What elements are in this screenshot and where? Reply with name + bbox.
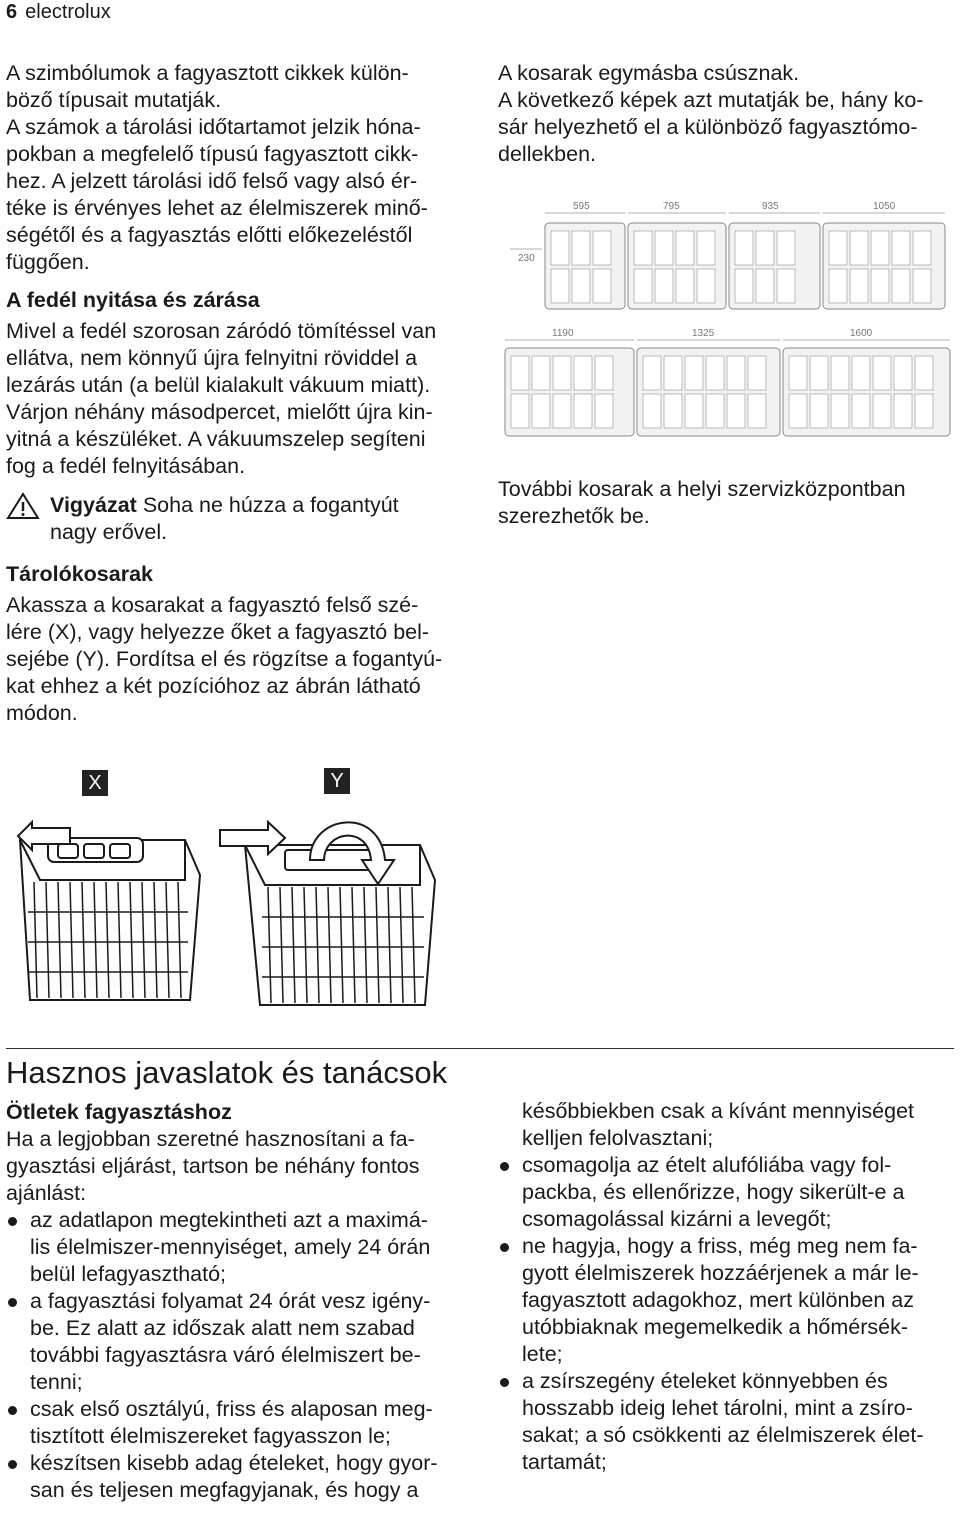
width-label: 935 [762,201,779,212]
width-label: 1325 [692,328,715,339]
basket-cell [829,269,847,303]
basket-cell [551,231,569,265]
basket-cell [697,231,715,265]
text-line: utóbbiaknak megemelkedik a hőmérsék- [522,1315,909,1339]
text-line: Várjon néhány másodpercet, mielőtt újra kin- [6,400,433,424]
basket-cell [735,231,753,265]
basket-wire [268,887,271,1003]
right-column [498,60,953,168]
text-line: csomagolja az ételt alufóliába vagy fol- [522,1153,892,1177]
text-line: tartamát; [522,1450,607,1474]
basket-cell [664,394,682,428]
list-item [6,1207,476,1288]
basket-cell [777,269,795,303]
basket-wire [364,887,367,1003]
text-line: san és teljesen megfagyjanak, és hogy a [30,1478,419,1502]
basket-cell [634,231,652,265]
basket-wire [118,882,121,998]
lid-heading: A fedél nyitása és zárása [6,288,260,312]
width-label: 1600 [850,328,873,339]
basket-cell [777,231,795,265]
text-line: gyasztási eljárást, tartson be néhány fontos [6,1154,420,1178]
intro-paragraph [6,60,476,276]
text-line: további fagyasztásra váró élelmiszert be- [30,1343,421,1367]
basket-cell [532,356,550,390]
basket-wire [400,887,403,1003]
basket-wire [130,882,133,998]
basket-cell [852,356,870,390]
basket-cell [873,394,891,428]
basket-cell [595,356,613,390]
text-line: fagyasztott adagokhoz, mert különben az [522,1288,915,1312]
text-line: packba, és ellenőrizze, hogy sikerült-e a [522,1180,905,1204]
basket-wire [304,887,307,1003]
basket-cell [735,269,753,303]
basket-cell [727,394,745,428]
text-line: A számok a tárolási időtartamot jelzik hóna- [6,115,421,139]
arrow-right-icon [220,822,285,854]
basket-cell [789,356,807,390]
basket-cell [574,394,592,428]
basket-cell [655,269,673,303]
list-item [498,1233,958,1368]
basket-cell [532,394,550,428]
text-line: függően. [6,250,90,274]
page-number: 6 [6,1,18,23]
basket-cell [810,356,828,390]
warning-line: nagy erővel. [50,520,168,544]
height-label: 230 [518,253,535,264]
basket-cell [892,269,910,303]
text-line: hez. A jelzett tárolási idő felső vagy alsó ér- [6,169,418,193]
basket-cell [706,394,724,428]
list-item [498,1152,958,1233]
basket-wire [142,882,145,998]
basket-cell [894,356,912,390]
basket-cell [873,356,891,390]
basket-cell [553,356,571,390]
basket-cell [831,356,849,390]
basket-cell [553,394,571,428]
basket-cell [789,394,807,428]
basket-cell [655,231,673,265]
tips-intro [6,1126,476,1207]
text-line: pokban a megfelelő típusú fagyasztott cikk- [6,142,419,166]
basket-wire [34,882,37,998]
brand-name: electrolux [25,1,111,23]
list-item [6,1396,476,1450]
text-line: lére (X), vagy helyezze őket a fagyasztó bel- [6,620,430,644]
basket-cell [871,269,889,303]
basket-wire [46,882,49,998]
text-line: További kosarak a helyi szervizközpontban [498,477,906,501]
basket-wire [292,887,295,1003]
basket-cell [551,269,569,303]
basket-cell [706,356,724,390]
basket-cell [676,269,694,303]
basket-cell [643,356,661,390]
basket-cell [892,231,910,265]
basket-cell [685,394,703,428]
text-line: Ha a legjobban szeretné hasznosítani a fa- [6,1127,415,1151]
basket-wire [376,887,379,1003]
basket-wire [166,882,169,998]
basket-cell [511,356,529,390]
basket-cell [595,394,613,428]
text-line: későbbiekben csak a kívánt mennyiséget [522,1099,915,1123]
text-line: csak első osztályú, friss és alaposan meg- [30,1397,433,1421]
basket-wire [328,887,331,1003]
basket-cell [756,231,774,265]
basket-cell [850,269,868,303]
basket-wire [58,882,61,998]
tips-list-right [498,1152,958,1476]
tips-list-left [6,1207,476,1504]
basket-cell [685,356,703,390]
text-line: böző típusait mutatják. [6,88,222,112]
basket-wire [106,882,109,998]
basket-wire [178,882,181,998]
text-line: belül lefagyasztható; [30,1262,227,1286]
freezing-tips-heading: Ötletek fagyasztáshoz [6,1100,232,1124]
basket-cell [634,269,652,303]
basket-wire [82,882,85,998]
basket-wire [94,882,97,998]
list-item [6,1450,476,1504]
basket-cell [511,394,529,428]
text-line: lezárás után (a belül kialakult vákuum miatt). [6,373,431,397]
width-label: 795 [663,201,680,212]
basket-cell [748,394,766,428]
text-line: szerezhetők be. [498,504,650,528]
text-line: a fagyasztási folyamat 24 órát vesz igény- [30,1289,431,1313]
text-line: módon. [6,701,78,725]
basket-cell [593,231,611,265]
text-line: lete; [522,1342,563,1366]
basket-y [245,845,435,1005]
basket-x [20,838,200,1000]
text-line: be. Ez alatt az időszak alatt nem szabad [30,1316,415,1340]
text-line: tisztított élelmiszereket fagyasszon le; [30,1424,391,1448]
text-line: lis élelmiszer-mennyiséget, amely 24 órán [30,1235,431,1259]
text-line: készítsen kisebb adag ételeket, hogy gyor- [30,1451,438,1475]
basket-wire [352,887,355,1003]
basket-cell [871,231,889,265]
text-line: az adatlapon megtekintheti azt a maximá- [30,1208,428,1232]
tips-right-column [498,1098,958,1476]
page-header [6,0,111,24]
text-line: sakat; a só csökkenti az élelmiszerek élet- [522,1423,924,1447]
lid-paragraph [6,318,476,480]
basket-cell [810,394,828,428]
basket-cell [852,394,870,428]
text-line: kelljen felolvasztani; [522,1126,714,1150]
list-item [6,1288,476,1396]
text-line: A szimbólumok a fagyasztott cikkek külön- [6,61,409,85]
basket-cell [727,356,745,390]
basket-cell [574,356,592,390]
baskets-paragraph [6,592,476,727]
basket-wire [340,887,343,1003]
basket-wire [412,887,415,1003]
basket-cell [913,269,931,303]
basket-wire [280,887,283,1003]
more-baskets-note [498,476,953,530]
text-line: ellátva, nem könnyű újra felnyitni röviddel a [6,346,418,370]
list-item-continuation [498,1098,958,1152]
text-line: ségétől és a fagyasztás előtti előkezeléstől [6,223,413,247]
freezer-basket-diagram [500,195,955,445]
basket-wire [154,882,157,998]
basket-cell [894,394,912,428]
label-x: X [82,770,108,796]
warning-text [50,492,399,546]
width-label: 595 [573,201,590,212]
text-line: ne hagyja, hogy a friss, még meg nem fa- [522,1234,918,1258]
text-line: fog a fedél felnyitásában. [6,454,246,478]
text-line: Akassza a kosarakat a fagyasztó felső szé- [6,593,419,617]
basket-wire [388,887,391,1003]
text-line: a zsírszegény ételeket könnyebben és [522,1369,888,1393]
text-line: sár helyezhető el a különböző fagyasztómo- [498,115,918,139]
tips-left-column [6,1098,476,1504]
text-line: csomagolással kizárni a levegőt; [522,1207,832,1231]
basket-cell [748,356,766,390]
text-line: téke is érvényes lehet az élelmiszerek minő- [6,196,428,220]
text-line: A következő képek azt mutatják be, hány ko- [498,88,924,112]
basket-cell [593,269,611,303]
text-line: ajánlást: [6,1181,87,1205]
text-line: tenni; [30,1370,83,1394]
text-line: kat ehhez a két pozícióhoz az ábrán látható [6,674,421,698]
section-title: Hasznos javaslatok és tanácsok [6,1048,954,1093]
text-line: A kosarak egymásba csúsznak. [498,61,800,85]
label-y: Y [324,768,350,794]
basket-cell [572,269,590,303]
warning-label: Vigyázat [50,493,137,517]
width-label: 1050 [873,201,896,212]
basket-cell [664,356,682,390]
warning-notice [6,492,476,546]
basket-cell [850,231,868,265]
text-line: sejébe (Y). Fordítsa el és rögzítse a fogantyú- [6,647,443,671]
list-item [498,1368,958,1476]
text-line: Mivel a fedél szorosan záródó tömítéssel van [6,319,437,343]
width-label: 1190 [552,328,574,339]
basket-cell [915,394,933,428]
basket-cell [676,231,694,265]
text-line: yitná a készüléket. A vákuumszelep segíteni [6,427,426,451]
warning-icon [6,492,40,520]
basket-cell [572,231,590,265]
basket-wire [316,887,319,1003]
basket-wire [70,882,73,998]
basket-illustration [10,800,450,1020]
basket-cell [913,231,931,265]
left-column [6,60,476,727]
baskets-heading: Tárolókosarak [6,562,153,586]
text-line: gyott élelmiszerek hozzáérjenek a már le- [522,1261,919,1285]
basket-cell [643,394,661,428]
text-line: hosszabb ideig lehet tárolni, mint a zsíro- [522,1396,913,1420]
warning-line: Soha ne húzza a fogantyút [136,493,399,517]
basket-cell [829,231,847,265]
basket-cell [831,394,849,428]
text-line: dellekben. [498,142,597,166]
basket-cell [756,269,774,303]
basket-cell [915,356,933,390]
basket-cell [697,269,715,303]
